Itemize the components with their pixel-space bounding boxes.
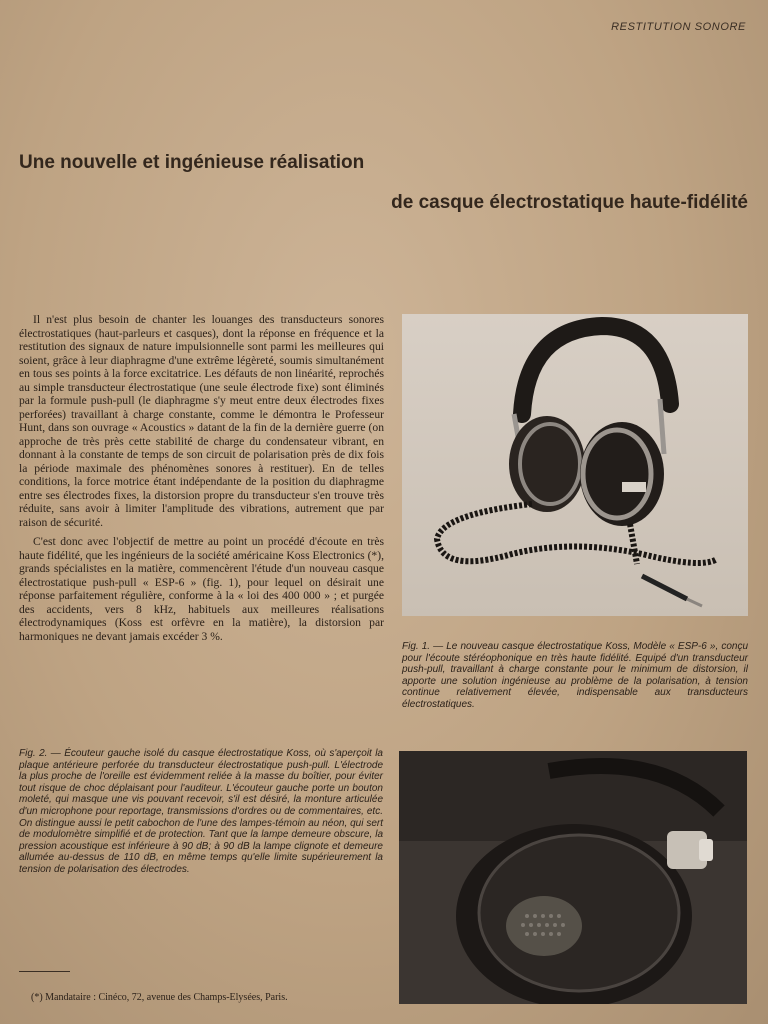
- body-paragraph-1: Il n'est plus besoin de chanter les louanges des transducteurs sonores électrostatiques (haut-parleurs et casques), dont la réponse en fréquence et la restitution des signaux de nature impulsionnelle sont parmi les meilleures qui soient, grâce à leur diaphragme d'une extrême légèreté, soumis simultanément en tous ses points à la force excitatrice. Les défauts de non linéarité, reprochés au simple transducteur électrostatique (une seule électrode fixe) sont éliminés par la formule push-pull (le diaphragme s'y meut entre deux électrodes fixes perforées) travaillant à charge constante, comme le démontra le Professeur Hunt, dans son ouvrage « Acoustics » datant de la fin de la dernière guerre (on approche de très près cette stabilité de charge du condensateur vibrant, en donnant à la constante de temps de son circuit de polarisation près de dix fois la période maximale des phénomènes sonores à restituer). En de telles conditions, la force motrice étant indépendante de la position du diaphragme entre ses électrodes fixes, la distorsion propre du transducteur s'en trouve très réduite, sans avoir à limiter l'amplitude des vibrations, autrement que par raison de sécurité.: [19, 313, 384, 529]
- footnote: (*) Mandataire : Cinéco, 72, avenue des Champs-Elysées, Paris.: [31, 992, 288, 1003]
- figure-2-caption: Fig. 2. — Écouteur gauche isolé du casque électrostatique Koss, où s'aperçoit la plaque antérieure perforée du transducteur électrostatique push-pull. L'électrode la plus proche de l'oreille est évidemment reliée à la masse du boîtier, pour éviter tout risque de choc déplaisant pour l'auditeur. L'écouteur gauche porte un bouton moleté, qui masque une vis pouvant recevoir, s'il est désiré, la monture articulée d'un microphone pour reportage, transmissions d'ordres ou de commentaires, etc. On distingue aussi le petit cabochon de l'une des lampes-témoin au néon, qui sert de modulomètre simplifié et de protection. Tant que la lampe demeure obscure, la pression acoustique est inférieure à 90 dB; à 90 dB la lampe clignote et demeure allumée au-dessus de 110 dB, en même temps qu'elle limite supérieurement la tension de polarisation des électrodes.: [19, 748, 383, 875]
- body-paragraph-2: C'est donc avec l'objectif de mettre au point un procédé d'écoute en très haute fidélité, que les ingénieurs de la société américaine Koss Electronics (*), grands spécialistes en la matière, commencèrent l'étude d'un nouveau casque électrostatique push-pull « ESP-6 » (fig. 1), pour lequel on désirait une réponse parfaitement régulière, conforme à la « loi des 400 000 » ; et purgée des accidents, vers 8 kHz, habituels aux meilleures réalisations électrodynamiques (Koss est orfèvre en la matière), la distorsion par harmoniques ne devant jamais excéder 3 %.: [19, 535, 384, 643]
- figure-1-caption: Fig. 1. — Le nouveau casque électrostatique Koss, Modèle « ESP-6 », conçu pour l'écoute stéréophonique en très haute fidélité. Equipé d'un transducteur push-pull, travaillant à charge constante pour le minimum de distorsion, il apporte une solution ingénieuse au problème de la polarisation, à tension continue relativement élevée, indispensable aux transducteurs électrostatiques.: [402, 641, 748, 710]
- figure-2-earpiece-photo: [399, 751, 747, 1004]
- headphones-illustration: [402, 314, 748, 616]
- article-title-line-1: Une nouvelle et ingénieuse réalisation: [19, 152, 365, 173]
- footnote-divider: [19, 971, 70, 972]
- article-title-line-2: de casque électrostatique haute-fidélité: [391, 192, 748, 213]
- earpiece-illustration: [399, 751, 747, 1004]
- article-body: [19, 313, 384, 649]
- figure-1-headphones-photo: [402, 314, 748, 616]
- section-header: RESTITUTION SONORE: [611, 21, 746, 33]
